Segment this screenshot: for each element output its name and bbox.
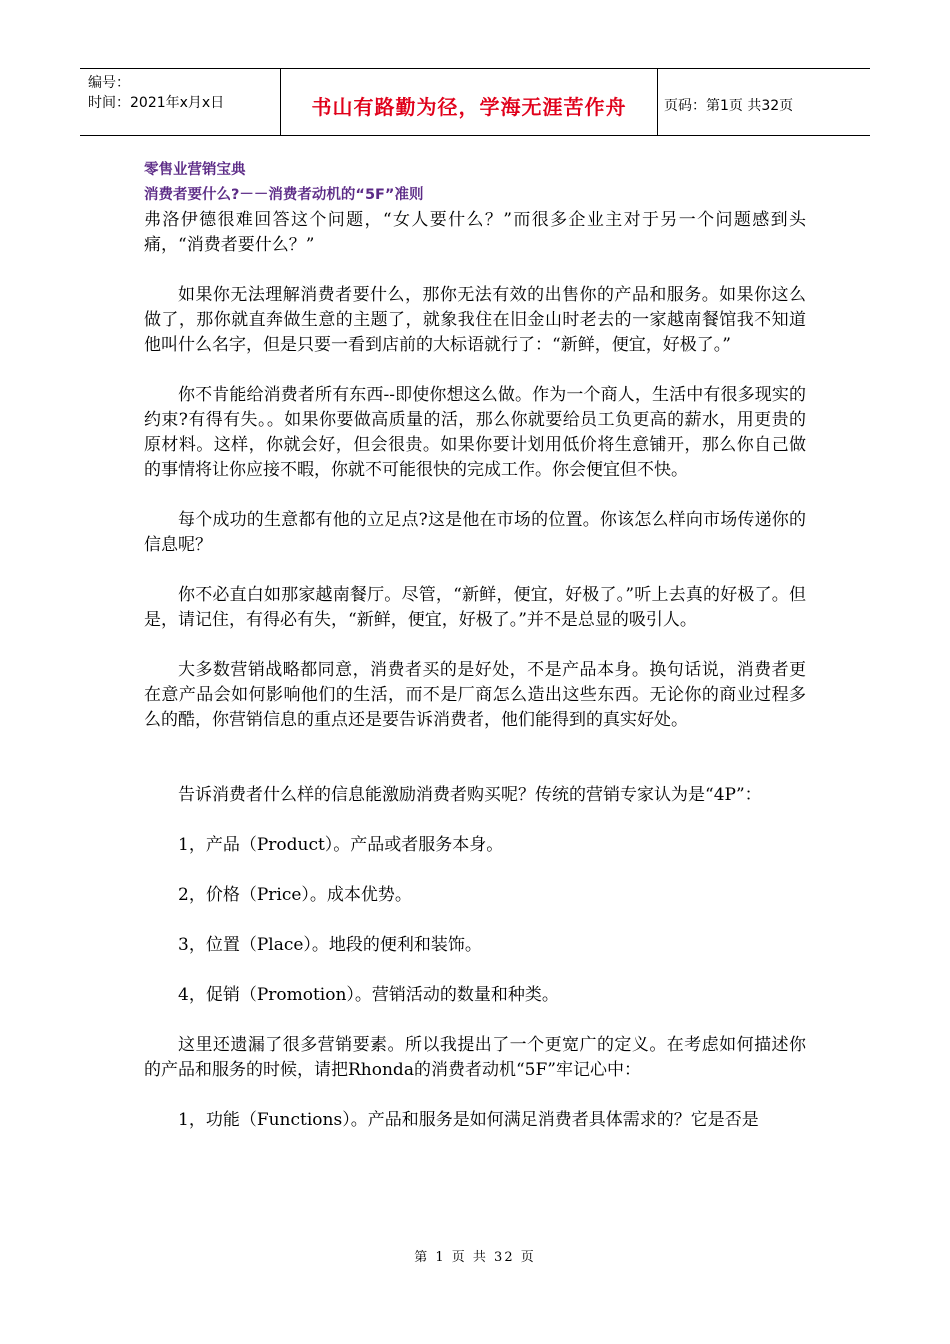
list-item-place: 3，位置（Place）。地段的便利和装饰。 xyxy=(178,935,482,955)
spacer xyxy=(144,1083,806,1108)
paragraph-7: 告诉消费者什么样的信息能激励消费者购买呢？传统的营销专家认为是“4P”： xyxy=(178,785,762,805)
paragraph-4: 每个成功的生意都有他的立足点?这是他在市场的位置。你该怎么样向市场传递你的信息呢？ xyxy=(144,510,806,555)
spacer xyxy=(144,483,806,508)
header-page-info: 页码：第1页 共32页 xyxy=(664,98,794,114)
paragraph-3: 你不肯能给消费者所有东西--即使你想这么做。作为一个商人，生活中有很多现实的约束?有得有失。。如果你要做高质量的活，那么你就要给员工负更高的薪水，用更贵的原材料。这样，你就会好，但会很贵。如果你要计划用低价将生意铺开，那么你自己做的事情将让你应接不暇，你就不可能很快的完成工作。你会便宜但不快。 xyxy=(144,385,806,480)
spacer xyxy=(144,808,806,833)
paragraph-6: 大多数营销战略都同意，消费者买的是好处，不是产品本身。换句话说，消费者更在意产品会如何影响他们的生活，而不是厂商怎么造出这些东西。无论你的商业过程多么的酷，你营销信息的重点还是要告诉消费者，他们能得到的真实好处。 xyxy=(144,660,806,730)
document-title: 零售业营销宝典 xyxy=(144,162,246,178)
header-meta xyxy=(80,69,280,135)
document-subtitle: 消费者要什么?－－消费者动机的“5F”准则 xyxy=(144,187,424,203)
spacer xyxy=(144,358,806,383)
list-item-price: 2，价格（Price）。成本优势。 xyxy=(178,885,412,905)
list-item-product: 1，产品（Product）。产品或者服务本身。 xyxy=(178,835,504,855)
spacer xyxy=(144,908,806,933)
spacer xyxy=(144,258,806,283)
spacer xyxy=(144,958,806,983)
page-footer: 第 1 页 共 32 页 xyxy=(414,1250,536,1265)
spacer xyxy=(144,1008,806,1033)
document-number-label: 编号： xyxy=(88,75,130,91)
header-motto: 书山有路勤为径，学海无涯苦作舟 xyxy=(280,69,658,135)
spacer xyxy=(144,558,806,583)
list-item-promotion: 4，促销（Promotion）。营销活动的数量和种类。 xyxy=(178,985,559,1005)
list-item-functions: 1，功能（Functions）。产品和服务是如何满足消费者具体需求的？它是否是 xyxy=(178,1110,759,1130)
spacer xyxy=(144,733,806,783)
spacer xyxy=(144,858,806,883)
page-header xyxy=(80,68,870,136)
paragraph-5: 你不必直白如那家越南餐厅。尽管，“新鲜，便宜，好极了。”听上去真的好极了。但是，请记住，有得必有失，“新鲜，便宜，好极了。”并不是总显的吸引人。 xyxy=(144,585,806,630)
paragraph-8: 这里还遗漏了很多营销要素。所以我提出了一个更宽广的定义。在考虑如何描述你的产品和服务的时候，请把Rhonda的消费者动机“5F”牢记心中： xyxy=(144,1035,806,1080)
document-body xyxy=(144,158,806,1133)
paragraph-2: 如果你无法理解消费者要什么，那你无法有效的出售你的产品和服务。如果你这么做了，那你就直奔做生意的主题了，就象我住在旧金山时老去的一家越南餐馆我不知道他叫什么名字，但是只要一看到店前的大标语就行了：“新鲜，便宜，好极了。” xyxy=(144,285,806,355)
document-time-label: 时间：2021年x月x日 xyxy=(88,95,225,111)
paragraph-1: 弗洛伊德很难回答这个问题，“女人要什么？”而很多企业主对于另一个问题感到头痛，“消费者要什么？” xyxy=(144,210,806,255)
spacer xyxy=(144,633,806,658)
